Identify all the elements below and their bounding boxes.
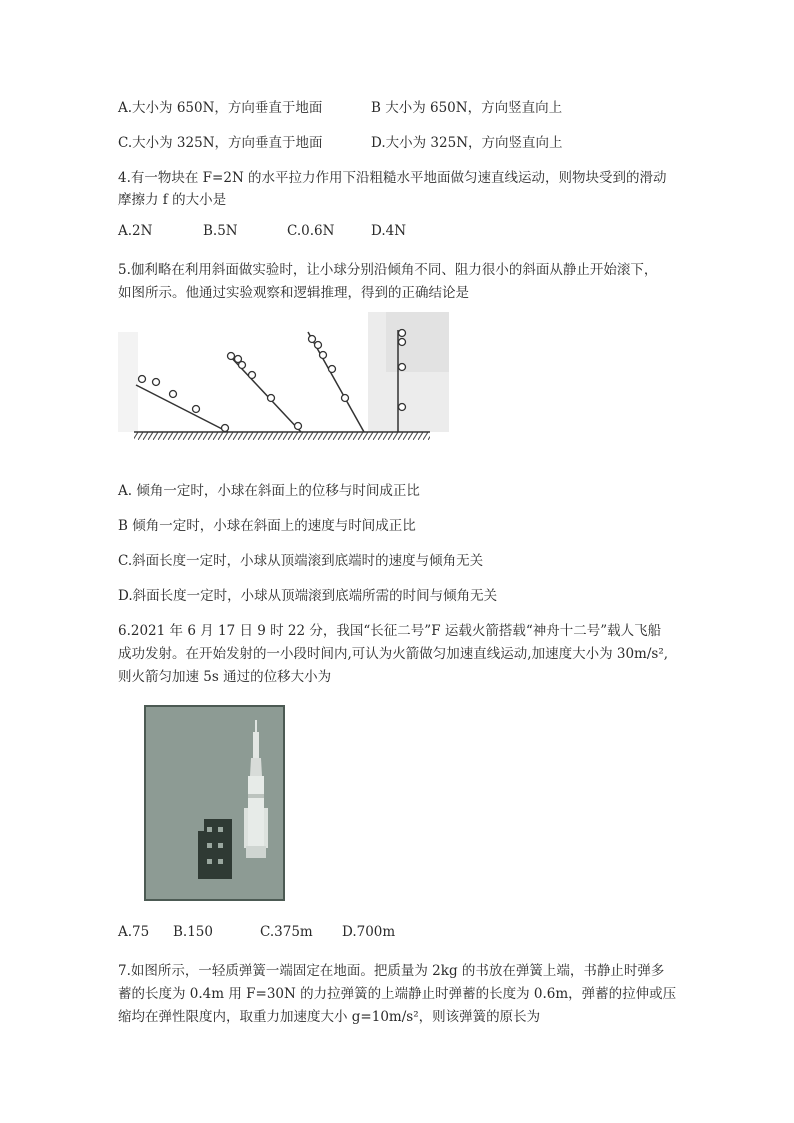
q4-option-a: A.2N xyxy=(118,223,153,239)
q3-option-b: B 大小为 650N，方向竖直向上 xyxy=(371,100,563,116)
q4-stem-line2: 摩擦力 f 的大小是 xyxy=(118,192,227,208)
q5-option-c: C.斜面长度一定时，小球从顶端滚到底端时的速度与倾角无关 xyxy=(118,553,484,569)
q3-option-a: A.大小为 650N，方向垂直于地面 xyxy=(118,100,323,116)
q6-option-c: C.375m xyxy=(260,924,313,940)
q3-option-d: D.大小为 325N，方向竖直向上 xyxy=(371,135,563,151)
q6-option-a: A.75 xyxy=(118,924,150,940)
q4-stem-line1: 4.有一物块在 F=2N 的水平拉力作用下沿粗糙水平地面做匀速直线运动，则物块受到的滑动 xyxy=(118,170,667,186)
q5-stem-line1: 5.伽利略在利用斜面做实验时，让小球分别沿倾角不同、阻力很小的斜面从静止开始滚下， xyxy=(118,262,658,278)
q4-option-b: B.5N xyxy=(203,223,238,239)
q7-stem-line2: 蓄的长度为 0.4m 用 F=30N 的力拉弹簧的上端静止时弹蓄的长度为 0.6m，弹蓄的拉伸或压 xyxy=(118,986,677,1002)
incline-experiment-diagram xyxy=(118,312,449,460)
q7-stem-line1: 7.如图所示，一轻质弹簧一端固定在地面。把质量为 2kg 的书放在弹簧上端，书静止时弹多 xyxy=(118,963,665,979)
q6-stem-line3: 则火箭匀加速 5s 通过的位移大小为 xyxy=(118,669,332,685)
q6-option-d: D.700m xyxy=(342,924,396,940)
q4-option-d: D.4N xyxy=(371,223,407,239)
ground-hatch xyxy=(134,432,430,440)
q6-stem-line1: 6.2021 年 6 月 17 日 9 时 22 分，我国“长征二号”F 运载火箭搭载“神舟十二号”载人飞船 xyxy=(118,623,662,639)
q7-stem-line3: 缩均在弹性限度内，取重力加速度大小 g=10m/s²，则该弹簧的原长为 xyxy=(118,1009,541,1025)
q5-option-b: B 倾角一定时，小球在斜面上的速度与时间成正比 xyxy=(118,518,416,534)
q6-option-b: B.150 xyxy=(173,924,213,940)
q4-option-c: C.0.6N xyxy=(287,223,335,239)
incline-experiment-figure xyxy=(118,312,449,460)
q3-option-c: C.大小为 325N，方向垂直于地面 xyxy=(118,135,323,151)
rocket-launch-photo xyxy=(118,698,288,904)
q5-option-a: A. 倾角一定时，小球在斜面上的位移与时间成正比 xyxy=(118,483,420,499)
q5-stem-line2: 如图所示。他通过实验观察和逻辑推理，得到的正确结论是 xyxy=(118,285,469,301)
q6-stem-line2: 成功发射。在开始发射的一小段时间内,可认为火箭做匀加速直线运动,加速度大小为 30m/s², xyxy=(118,646,669,662)
rocket-launch-image xyxy=(118,698,288,904)
q5-option-d: D.斜面长度一定时，小球从顶端滚到底端所需的时间与倾角无关 xyxy=(118,588,498,604)
